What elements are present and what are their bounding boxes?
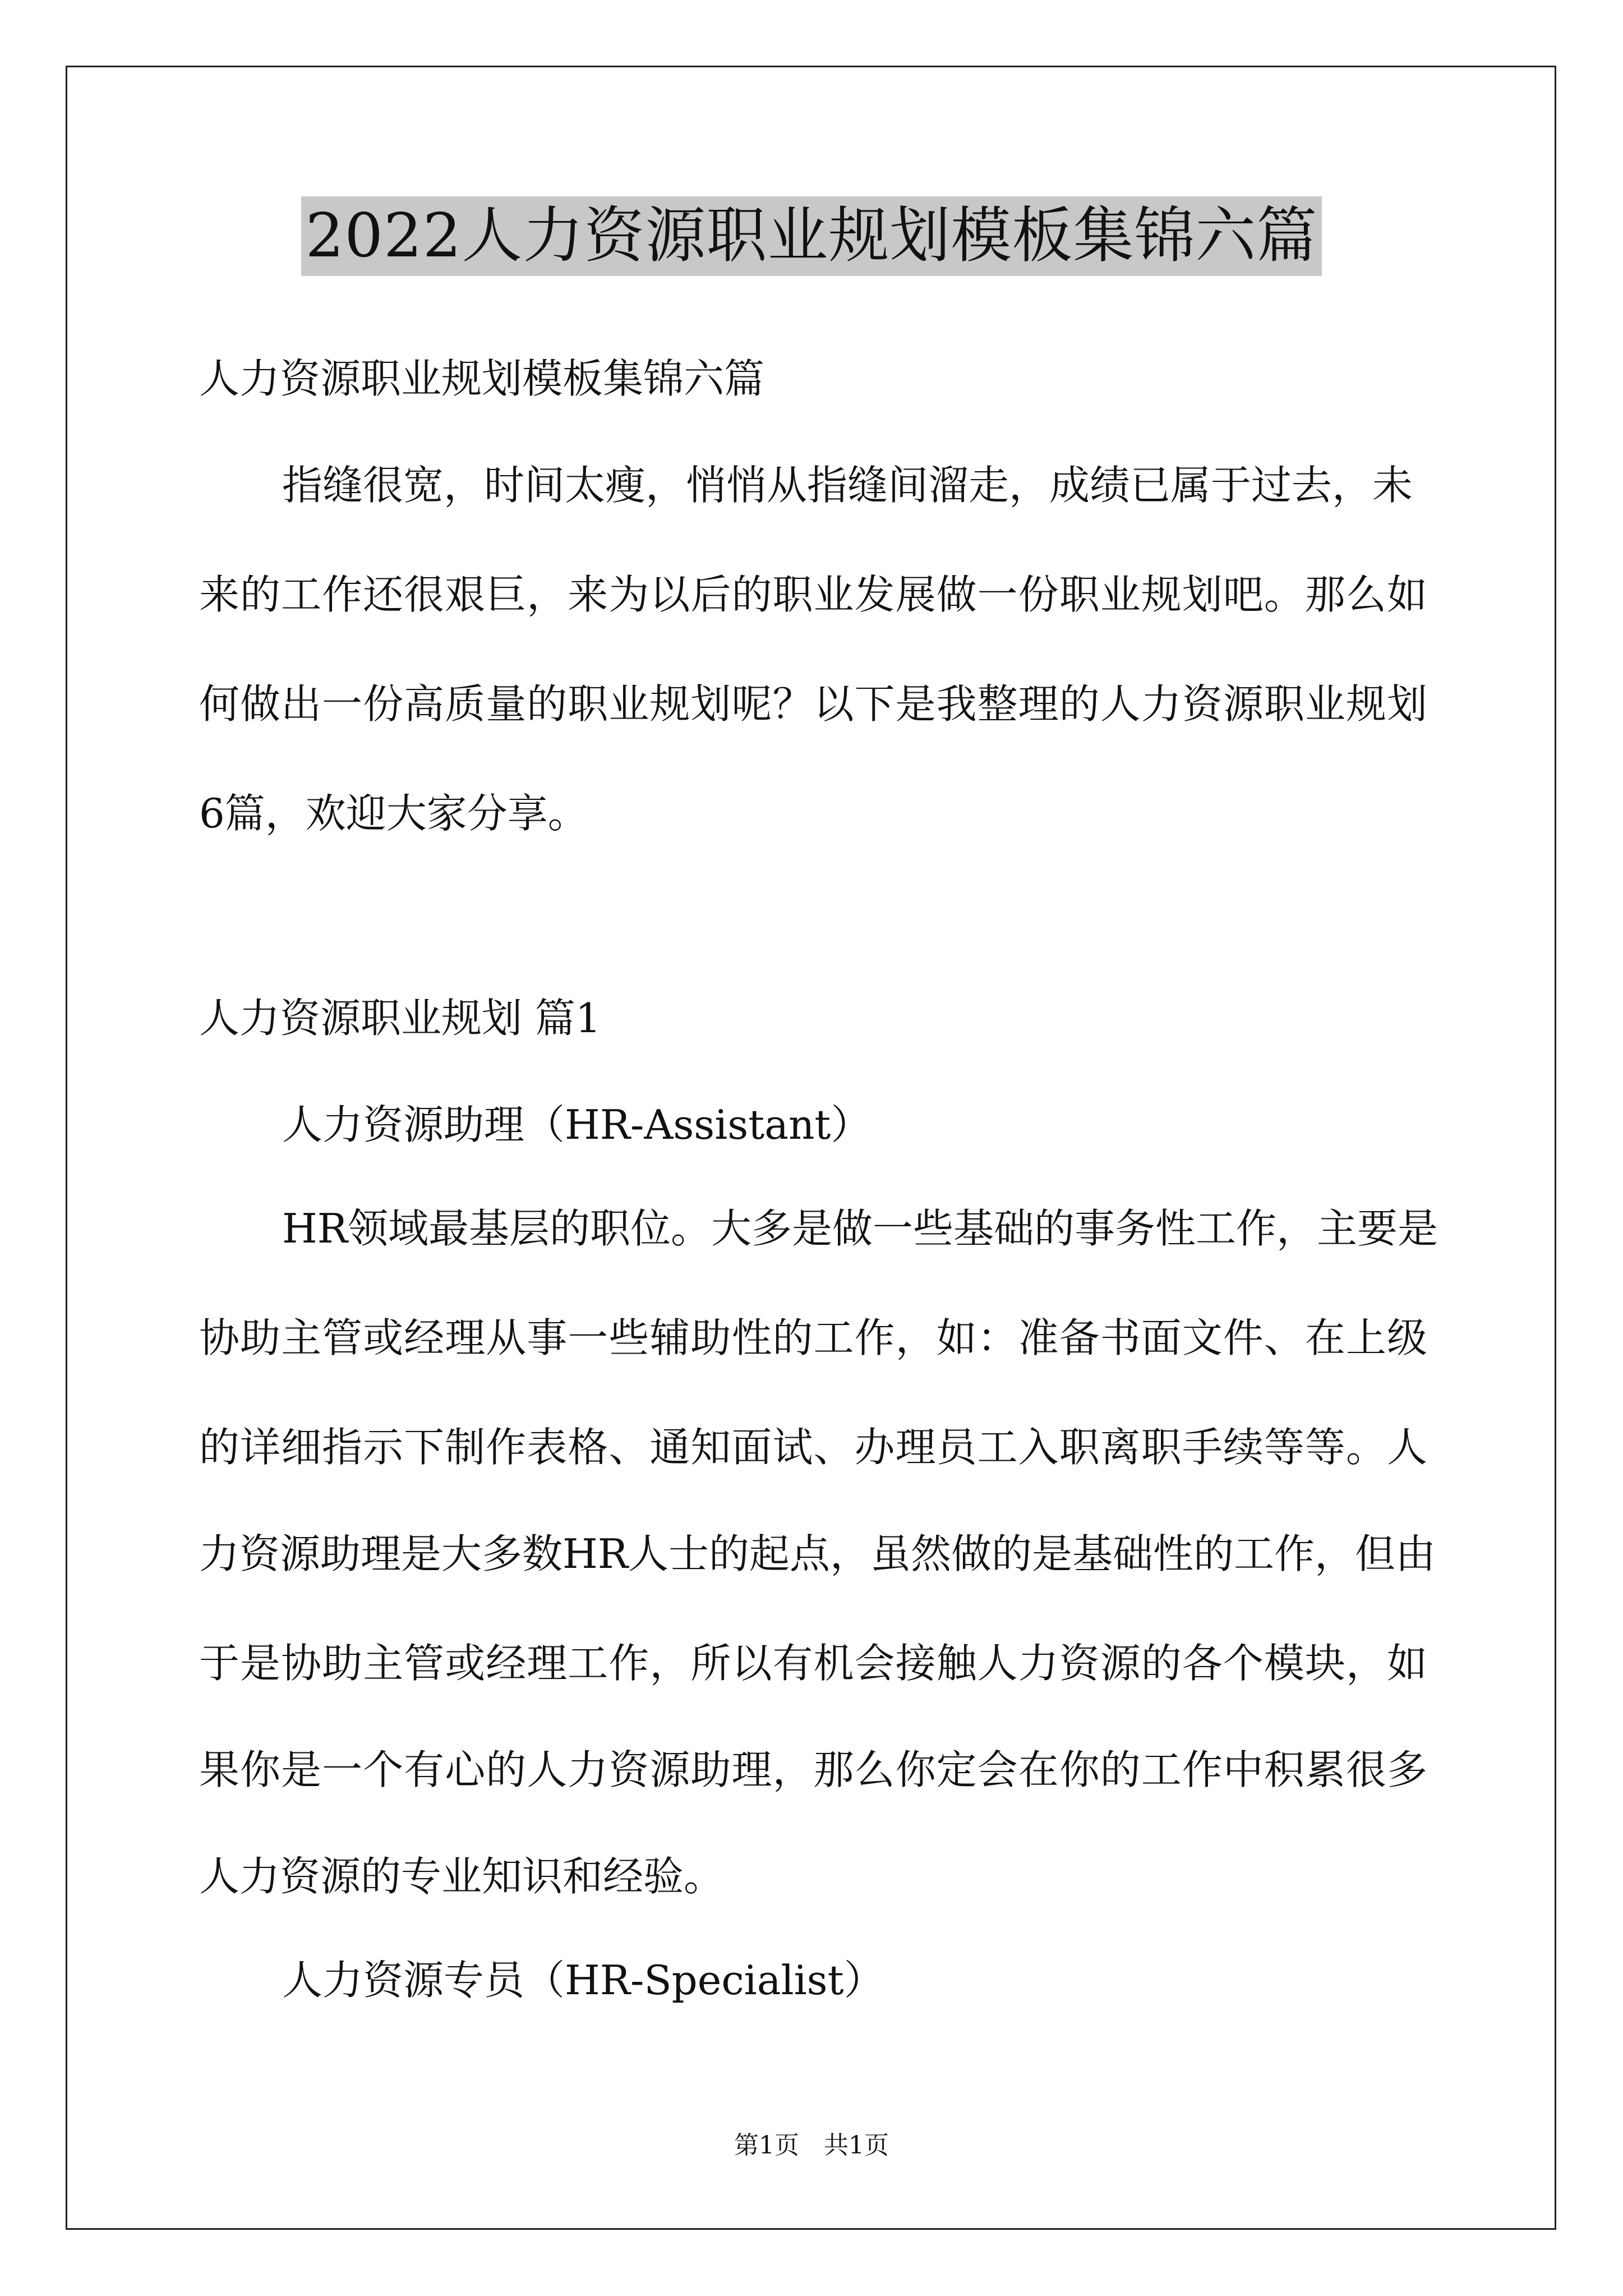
paragraph-line: 的详细指示下制作表格、通知面试、办理员工入职离职手续等等。人 — [199, 1424, 1427, 1471]
page-number: 第1页 共1页 — [734, 2131, 889, 2160]
section-heading: 人力资源职业规划 篇1 — [199, 995, 601, 1042]
role-heading: 人力资源专员（HR-Specialist） — [282, 1957, 884, 2004]
intro-line: 6篇，欢迎大家分享。 — [199, 790, 588, 837]
title-container — [0, 196, 1623, 276]
paragraph-line: 果你是一个有心的人力资源助理，那么你定会在你的工作中积累很多 — [199, 1746, 1427, 1793]
intro-line: 何做出一份高质量的职业规划呢？以下是我整理的人力资源职业规划 — [199, 680, 1427, 728]
paragraph-line: HR领域最基层的职位。大多是做一些基础的事务性工作，主要是 — [282, 1205, 1438, 1252]
subtitle: 人力资源职业规划模板集锦六篇 — [199, 355, 765, 402]
paragraph-line: 于是协助主管或经理工作，所以有机会接触人力资源的各个模块，如 — [199, 1640, 1427, 1687]
paragraph-line: 人力资源的专业知识和经验。 — [199, 1853, 725, 1900]
role-heading: 人力资源助理（HR-Assistant） — [282, 1101, 872, 1148]
paragraph-line: 力资源助理是大多数HR人士的起点，虽然做的是基础性的工作，但由 — [199, 1530, 1436, 1577]
intro-line: 来的工作还很艰巨，来为以后的职业发展做一份职业规划吧。那么如 — [199, 571, 1427, 618]
intro-line: 指缝很宽，时间太瘦，悄悄从指缝间溜走，成绩已属于过去，未 — [282, 462, 1413, 509]
paragraph-line: 协助主管或经理从事一些辅助性的工作，如：准备书面文件、在上级 — [199, 1314, 1427, 1361]
document-title: 2022人力资源职业规划模板集锦六篇 — [301, 196, 1322, 276]
